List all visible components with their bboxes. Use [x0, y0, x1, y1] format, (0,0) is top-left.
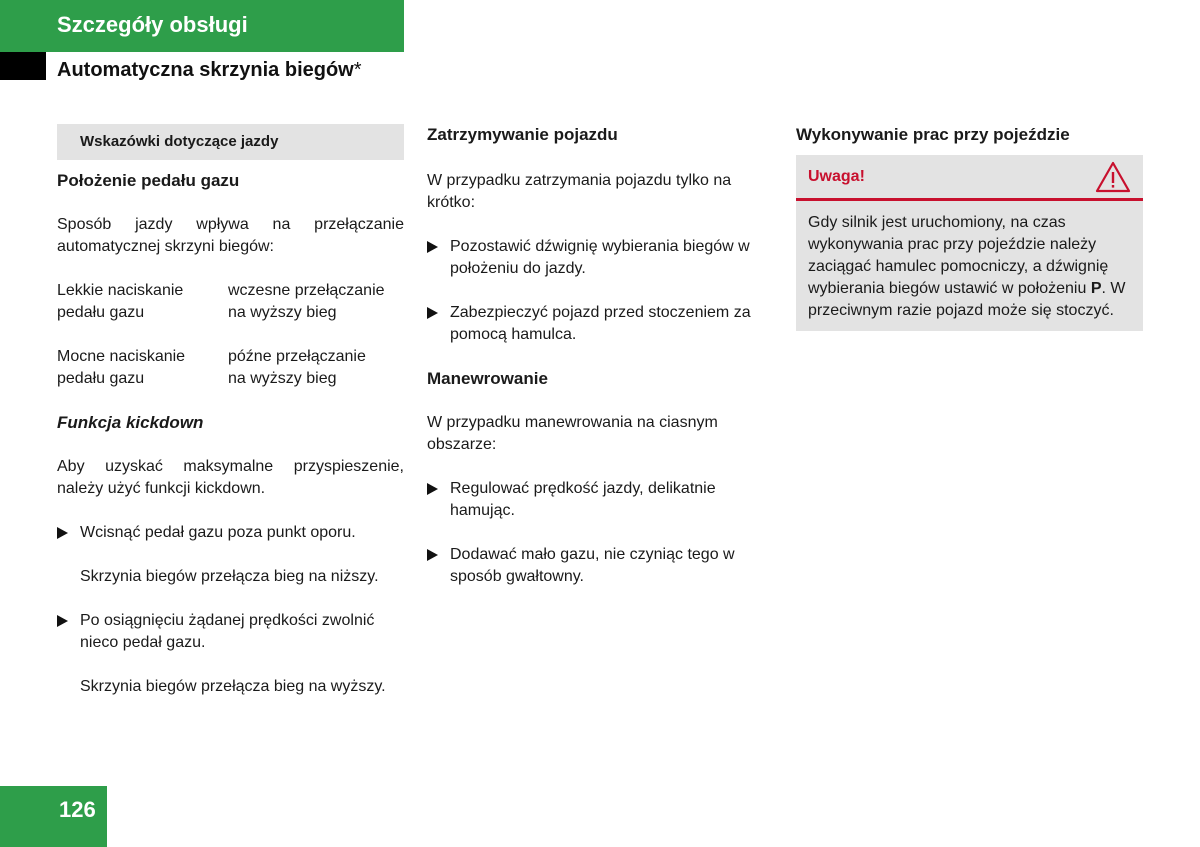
stopping-step-1	[427, 236, 779, 280]
pedal-pair-label: pedału gazu	[57, 304, 145, 321]
pedal-intro-text: Sposób jazdy wpływa na przełączanie automatycznej skrzyni biegów:	[57, 216, 404, 255]
step-arrow-icon	[427, 544, 450, 588]
step-text: Po osiągnięciu żądanej prędkości zwolnić nieco pedał gazu.	[80, 612, 375, 651]
stopping-heading: Zatrzymywanie pojazdu	[427, 125, 618, 144]
maneuvering-step-2	[427, 544, 779, 588]
step-text: Pozostawić dźwignię wybierania biegów w położeniu do jazdy.	[450, 238, 750, 277]
kickdown-intro-text: Aby uzyskać maksymalne przyspieszenie, należy użyć funkcji kickdown.	[57, 458, 404, 497]
page-title	[57, 59, 362, 82]
pedal-pair-value: na wyższy bieg	[228, 370, 337, 387]
step-text: Dodawać mało gazu, nie czyniąc tego w sposób gwałtowny.	[450, 546, 735, 585]
step-text: Regulować prędkość jazdy, delikatnie hamując.	[450, 480, 716, 519]
warning-label: Uwaga!	[808, 167, 865, 185]
driving-tips-title: Wskazówki dotyczące jazdy	[80, 133, 279, 150]
section-marker	[0, 52, 46, 80]
page-number: 126	[59, 797, 96, 822]
step-text: Wcisnąć pedał gazu poza punkt oporu.	[80, 524, 356, 541]
driving-tips-box	[57, 124, 404, 160]
warning-text	[796, 201, 1143, 331]
step-arrow-icon	[427, 478, 450, 522]
step-result: Skrzynia biegów przełącza bieg na wyższy.	[80, 678, 386, 695]
vehicle-work-heading: Wykonywanie prac przy pojeździe	[796, 125, 1070, 144]
step-arrow-icon	[427, 236, 450, 280]
stopping-intro-text: W przypadku zatrzymania pojazdu tylko na krótko:	[427, 172, 732, 211]
step-arrow-icon	[57, 610, 80, 654]
pedal-pair-value: wczesne przełączanie	[228, 282, 385, 299]
maneuvering-step-1	[427, 478, 779, 522]
step-arrow-icon	[427, 302, 450, 346]
kickdown-heading: Funkcja kickdown	[57, 413, 204, 432]
step-result: Skrzynia biegów przełącza bieg na niższy.	[80, 568, 379, 585]
stopping-step-2	[427, 302, 779, 346]
kickdown-step-2	[57, 610, 404, 654]
maneuvering-heading: Manewrowanie	[427, 369, 548, 388]
pedal-pair-strong	[57, 346, 404, 390]
pedal-pair-label: Lekkie naciskanie	[57, 282, 184, 299]
column-right	[796, 124, 1143, 331]
pedal-pair-label: Mocne naciskanie	[57, 348, 186, 365]
kickdown-step-1	[57, 522, 404, 544]
warning-box	[796, 155, 1143, 331]
column-middle	[427, 124, 779, 588]
step-text: Zabezpieczyć pojazd przed stoczeniem za pomocą hamulca.	[450, 304, 751, 343]
page-title-text: Automatyczna skrzynia biegów	[57, 59, 354, 81]
maneuvering-intro-text: W przypadku manewrowania na ciasnym obszarze:	[427, 414, 718, 453]
warning-text-part: . W przeciwnym razie pojazd może się stoczyć.	[808, 280, 1126, 319]
pedal-pair-value: późne przełączanie	[228, 348, 366, 365]
pedal-pair-label: pedału gazu	[57, 370, 145, 387]
warning-header	[796, 155, 1143, 201]
optional-equipment-mark: *	[353, 59, 362, 81]
gear-position-p: P	[1090, 280, 1102, 297]
section-title: Szczegóły obsługi	[57, 12, 248, 37]
step-arrow-icon	[57, 522, 80, 544]
pedal-pair-light	[57, 280, 404, 324]
pedal-pair-value: na wyższy bieg	[228, 304, 337, 321]
warning-text-part: Gdy silnik jest uruchomiony, na czas wykonywania prac przy pojeździe należy zaciągać hamulec pomocniczy, a dźwignię wybierania biegów ustawić w położeniu	[808, 214, 1109, 297]
pedal-position-heading: Położenie pedału gazu	[57, 171, 240, 190]
column-left	[57, 124, 404, 698]
warning-triangle-icon	[1095, 161, 1131, 193]
